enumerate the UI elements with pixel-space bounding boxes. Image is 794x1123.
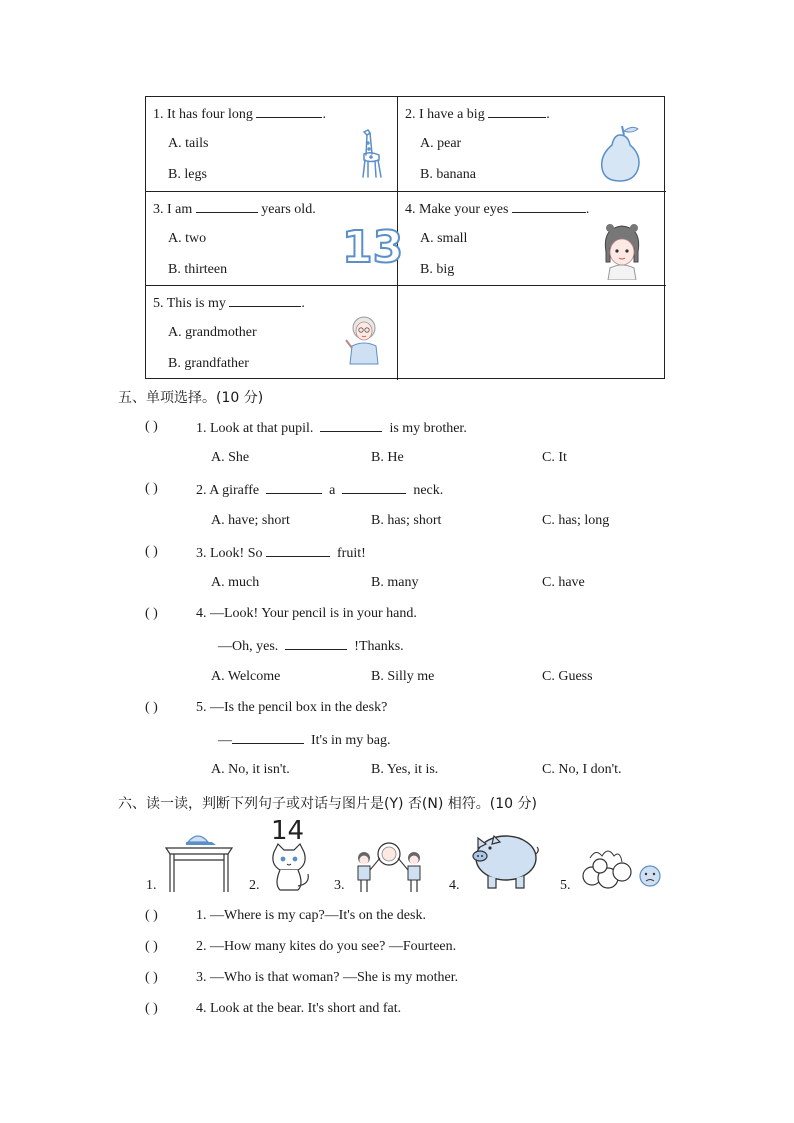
answer-blank[interactable]	[266, 481, 322, 494]
statement-text: 2. —How many kites do you see? —Fourteen.	[196, 939, 457, 954]
desk-with-cap-icon	[162, 828, 236, 894]
answer-bracket[interactable]: ( )	[145, 544, 158, 559]
answer-blank[interactable]	[342, 481, 406, 494]
option-a[interactable]: A. No, it isn't.	[211, 762, 290, 777]
picture-number: 1.	[146, 878, 157, 893]
option-b[interactable]: B. Silly me	[371, 669, 435, 684]
option-a[interactable]: A. grandmother	[168, 325, 257, 340]
section6-title: 六、读一读，判断下列句子或对话与图片是(Y) 否(N) 相符。(10 分)	[118, 796, 537, 812]
table-cell-1	[146, 97, 397, 191]
statement-text: 1. —Where is my cap?—It's on the desk.	[196, 908, 426, 923]
number-13-image: 13	[342, 222, 404, 273]
answer-blank[interactable]	[512, 200, 586, 213]
option-a[interactable]: A. Welcome	[211, 669, 281, 684]
fruit-icon	[578, 842, 664, 892]
pear-icon	[598, 123, 644, 183]
option-b[interactable]: B. grandfather	[168, 356, 249, 371]
answer-blank[interactable]	[256, 105, 322, 118]
answer-bracket[interactable]: ( )	[145, 970, 158, 985]
grandmother-icon	[344, 314, 384, 366]
table-cell-4	[398, 192, 666, 285]
option-b[interactable]: B. thirteen	[168, 262, 228, 277]
question-text: 5. This is my .	[153, 296, 305, 311]
answer-blank[interactable]	[266, 544, 330, 557]
option-a[interactable]: A. She	[211, 450, 250, 465]
pig-icon	[464, 830, 540, 892]
answer-bracket[interactable]: ( )	[145, 939, 158, 954]
answer-bracket[interactable]: ( )	[145, 481, 158, 496]
option-a[interactable]: A. tails	[168, 136, 209, 151]
answer-blank[interactable]	[232, 731, 304, 744]
question-line2: — It's in my bag.	[218, 733, 391, 748]
question-text: 3. I am years old.	[153, 202, 316, 217]
answer-blank[interactable]	[229, 294, 301, 307]
answer-bracket[interactable]: ( )	[145, 606, 158, 621]
answer-blank[interactable]	[285, 637, 347, 650]
giraffe-icon	[354, 127, 384, 182]
option-c[interactable]: C. has; long	[542, 513, 610, 528]
option-a[interactable]: A. small	[420, 231, 468, 246]
answer-bracket[interactable]: ( )	[145, 908, 158, 923]
question-text: 2. I have a big .	[405, 107, 550, 122]
picture-number: 5.	[560, 878, 571, 893]
option-c[interactable]: C. It	[542, 450, 567, 465]
option-b[interactable]: B. banana	[420, 167, 476, 182]
option-b[interactable]: B. many	[371, 575, 419, 590]
section5-title: 五、单项选择。(10 分)	[118, 390, 264, 406]
option-a[interactable]: A. pear	[420, 136, 462, 151]
option-b[interactable]: B. Yes, it is.	[371, 762, 439, 777]
family-icon	[352, 838, 426, 894]
question-stem: 2. A giraffe a neck.	[196, 483, 444, 498]
table-cell-empty	[398, 286, 666, 379]
option-b[interactable]: B. has; short	[371, 513, 442, 528]
cat-icon	[264, 842, 314, 892]
answer-blank[interactable]	[320, 419, 382, 432]
question-text: 4. Make your eyes .	[405, 202, 590, 217]
statement-text: 4. Look at the bear. It's short and fat.	[196, 1001, 402, 1016]
girl-icon	[600, 222, 644, 280]
question-stem: 1. Look at that pupil. is my brother.	[196, 421, 467, 436]
answer-bracket[interactable]: ( )	[145, 700, 158, 715]
option-c[interactable]: C. No, I don't.	[542, 762, 622, 777]
option-b[interactable]: B. big	[420, 262, 455, 277]
option-b[interactable]: B. He	[371, 450, 404, 465]
table-cell-5	[146, 286, 397, 379]
picture-choice-table	[145, 96, 665, 379]
answer-bracket[interactable]: ( )	[145, 1001, 158, 1016]
statement-text: 3. —Who is that woman? —She is my mother.	[196, 970, 459, 985]
picture-number: 2.	[249, 878, 260, 893]
option-c[interactable]: C. have	[542, 575, 585, 590]
option-c[interactable]: C. Guess	[542, 669, 593, 684]
option-a[interactable]: A. have; short	[211, 513, 290, 528]
picture-number: 3.	[334, 878, 345, 893]
answer-bracket[interactable]: ( )	[145, 419, 158, 434]
table-cell-3	[146, 192, 404, 285]
question-text: 1. It has four long .	[153, 107, 326, 122]
question-stem: 4. —Look! Your pencil is in your hand.	[196, 606, 417, 621]
answer-blank[interactable]	[196, 200, 258, 213]
option-a[interactable]: A. much	[211, 575, 260, 590]
picture-caption-14: 14	[271, 816, 305, 846]
question-stem: 3. Look! So fruit!	[196, 546, 366, 561]
question-stem: 5. —Is the pencil box in the desk?	[196, 700, 388, 715]
option-b[interactable]: B. legs	[168, 167, 207, 182]
picture-number: 4.	[449, 878, 460, 893]
option-a[interactable]: A. two	[168, 231, 207, 246]
question-line2: —Oh, yes. !Thanks.	[218, 639, 404, 654]
table-cell-2	[398, 97, 666, 191]
answer-blank[interactable]	[488, 105, 546, 118]
